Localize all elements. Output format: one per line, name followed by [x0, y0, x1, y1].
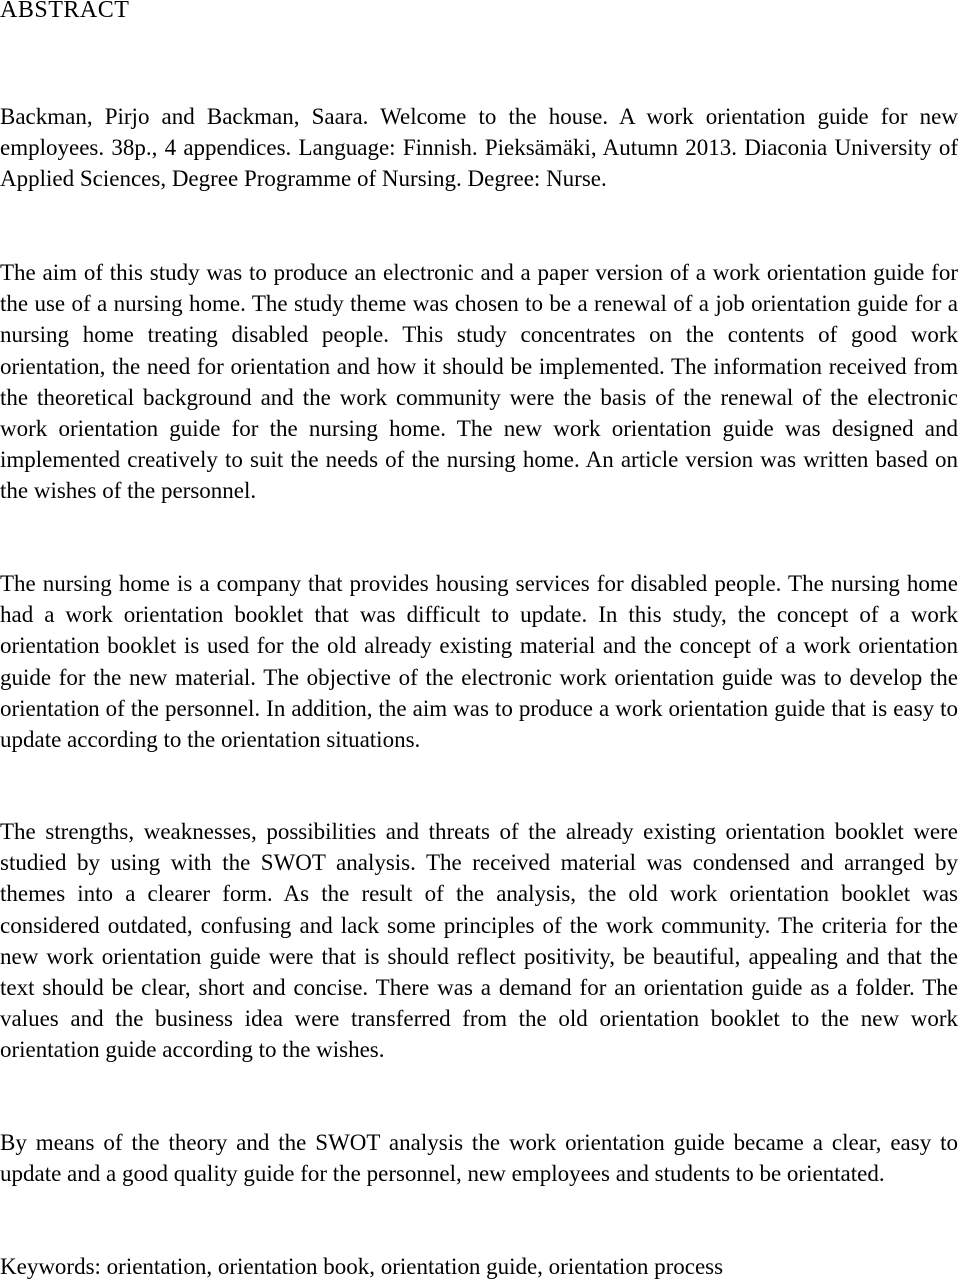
keywords-line: Keywords: orientation, orientation book, orientation guide, orientation process — [0, 1254, 724, 1279]
swot-paragraph: The strengths, weaknesses, possibilities and threats of the already existing orientation booklet were studied by using with the SWOT analysis. The received material was condensed and arranged by themes into a clearer form. As the result of the analysis, the old work orientation booklet was considered outdated, confusing and lack some principles of the work community. The criteria for the new work orientation guide were that is should reflect positivity, be beautiful, appealing and that the text should be clear, short and concise. There was a demand for an orientation guide as a folder. The values and the business idea were transferred from the old orientation booklet to the new work orientation guide according to the wishes. — [0, 819, 958, 1063]
aim-paragraph: The aim of this study was to produce an electronic and a paper version of a work orientation guide for the use of a nursing home. The study theme was chosen to be a renewal of a job orientation guide for a nursing home treating disabled people. This study concentrates on the contents of good work orientation, the need for orientation and how it should be implemented. The information received from the theoretical background and the work community were the basis of the renewal of the electronic work orientation guide for the nursing home. The new work orientation guide was designed and implemented creatively to suit the needs of the nursing home. An article version was written based on the wishes of the personnel. — [0, 260, 958, 504]
conclusion-paragraph: By means of the theory and the SWOT analysis the work orientation guide became a clear, easy to update and a good quality guide for the personnel, new employees and students to be orientated. — [0, 1130, 958, 1187]
page-title: ABSTRACT — [0, 0, 130, 23]
nursing-home-paragraph: The nursing home is a company that provides housing services for disabled people. The nursing home had a work orientation booklet that was difficult to update. In this study, the concept of a work orientation booklet is used for the old already existing material and the concept of a work orientation guide for the new material. The objective of the electronic work orientation guide was to develop the orientation of the personnel. In addition, the aim was to produce a work orientation guide that is easy to update according to the orientation situations. — [0, 571, 958, 753]
bibliographic-paragraph: Backman, Pirjo and Backman, Saara. Welcome to the house. A work orientation guide for new employees. 38p., 4 appendices. Language: Finnish. Pieksämäki, Autumn 2013. Diaconia University of Applied Sciences, Degree Programme of Nursing. Degree: Nurse. — [0, 104, 958, 192]
